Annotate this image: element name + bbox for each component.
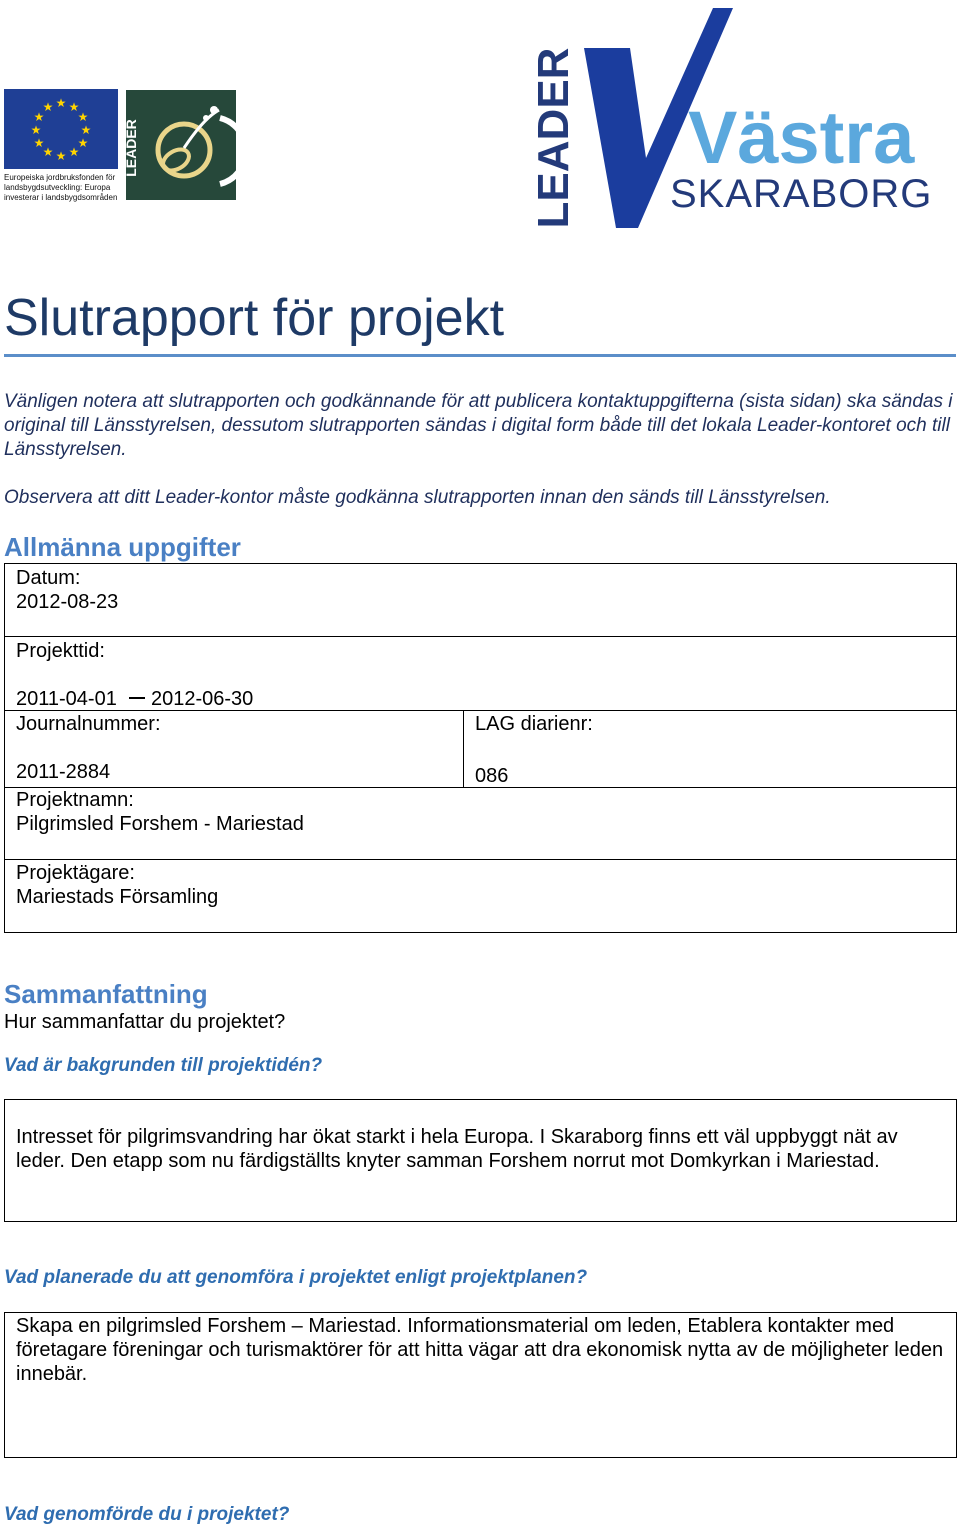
svg-text:★: ★: [55, 149, 67, 163]
question-planned: Vad planerade du att genomföra i projektet enligt projektplanen?: [4, 1267, 588, 1288]
eu-stars-icon: [4, 89, 118, 169]
projekttid-start: 2011-04-01: [16, 688, 117, 710]
eu-flag-logo: [4, 89, 118, 203]
datum-label: Datum:: [16, 567, 81, 589]
lag-value: 086: [475, 765, 509, 787]
eu-caption: Europeiska jordbruksfonden för landsbygdsutveckling: Europa investerar i landsbygdsområden: [4, 173, 118, 202]
title-divider: [4, 354, 956, 357]
date-range-dash: [129, 697, 145, 699]
datum-cell: [4, 563, 957, 637]
leader-logo-text: LEADER: [124, 119, 139, 177]
svg-text:★: ★: [68, 100, 80, 114]
question-performed: Vad genomförde du i projektet?: [4, 1504, 290, 1525]
svg-text:★: ★: [33, 110, 45, 124]
agare-label: Projektägare:: [16, 862, 135, 884]
lag-label: LAG diarienr:: [475, 713, 593, 735]
agare-value: Mariestads Församling: [16, 886, 219, 908]
lag-cell: [463, 710, 957, 788]
vs-leader-text: LEADER: [529, 47, 578, 229]
leader-logo: [124, 88, 238, 202]
svg-text:★: ★: [68, 145, 80, 159]
summary-question: Hur sammanfattar du projektet?: [4, 1011, 286, 1033]
projektnamn-label: Projektnamn:: [16, 789, 134, 811]
vs-name-text: Västra: [688, 96, 915, 179]
journal-label: Journalnummer:: [16, 713, 161, 735]
svg-text:★: ★: [80, 123, 92, 137]
question-background: Vad är bakgrunden till projektidén?: [4, 1055, 323, 1076]
svg-text:★: ★: [33, 136, 45, 150]
datum-value: 2012-08-23: [16, 591, 119, 613]
projekttid-label: Projekttid:: [16, 640, 105, 662]
agare-cell: [4, 859, 957, 933]
journal-cell: [4, 710, 464, 788]
eu-flag: [4, 89, 118, 169]
svg-text:★: ★: [77, 136, 89, 150]
projektnamn-cell: [4, 787, 957, 860]
general-heading: Allmänna uppgifter: [4, 532, 241, 562]
vs-region-text: SKARABORG: [670, 172, 933, 216]
summary-heading: Sammanfattning: [4, 979, 208, 1009]
page-title: Slutrapport för projekt: [4, 289, 505, 347]
projektnamn-value: Pilgrimsled Forshem - Mariestad: [16, 813, 304, 835]
observe-note: Observera att ditt Leader-kontor måste godkänna slutrapporten innan den sänds till Länsstyrelsen.: [4, 487, 831, 508]
projekttid-cell: [4, 636, 957, 711]
svg-text:★: ★: [42, 145, 54, 159]
leader-vastra-skaraborg-logo: [528, 8, 948, 233]
svg-text:★: ★: [77, 110, 89, 124]
intro-note: Vänligen notera att slutrapporten och godkännande för att publicera kontaktuppgifterna (sista sidan) ska sändas i original till Länsstyrelsen, dessutom slutrapporten sändas i digital form både till det lokala Leader-kontoret och till Länsstyrelsen.: [4, 391, 953, 460]
answer-planned-box: Skapa en pilgrimsled Forshem – Mariestad. Informationsmaterial om leden, Etablera kontakter med företagare föreningar och turismaktörer för att hitta vägar att dra ekonomisk nytta av de möjligheter leden innebär.: [4, 1312, 957, 1458]
svg-text:★: ★: [55, 96, 67, 110]
answer-background-box: Intresset för pilgrimsvandring har ökat starkt i hela Europa. I Skaraborg finns ett väl uppbyggt nät av leder. Den etapp som nu färdigställts knyter samman Forshem norrut mot Domkyrkan i Mariestad.: [4, 1099, 957, 1222]
projekttid-end: 2012-06-30: [151, 688, 254, 710]
journal-value: 2011-2884: [16, 761, 111, 783]
svg-text:★: ★: [30, 123, 42, 137]
svg-text:★: ★: [42, 100, 54, 114]
